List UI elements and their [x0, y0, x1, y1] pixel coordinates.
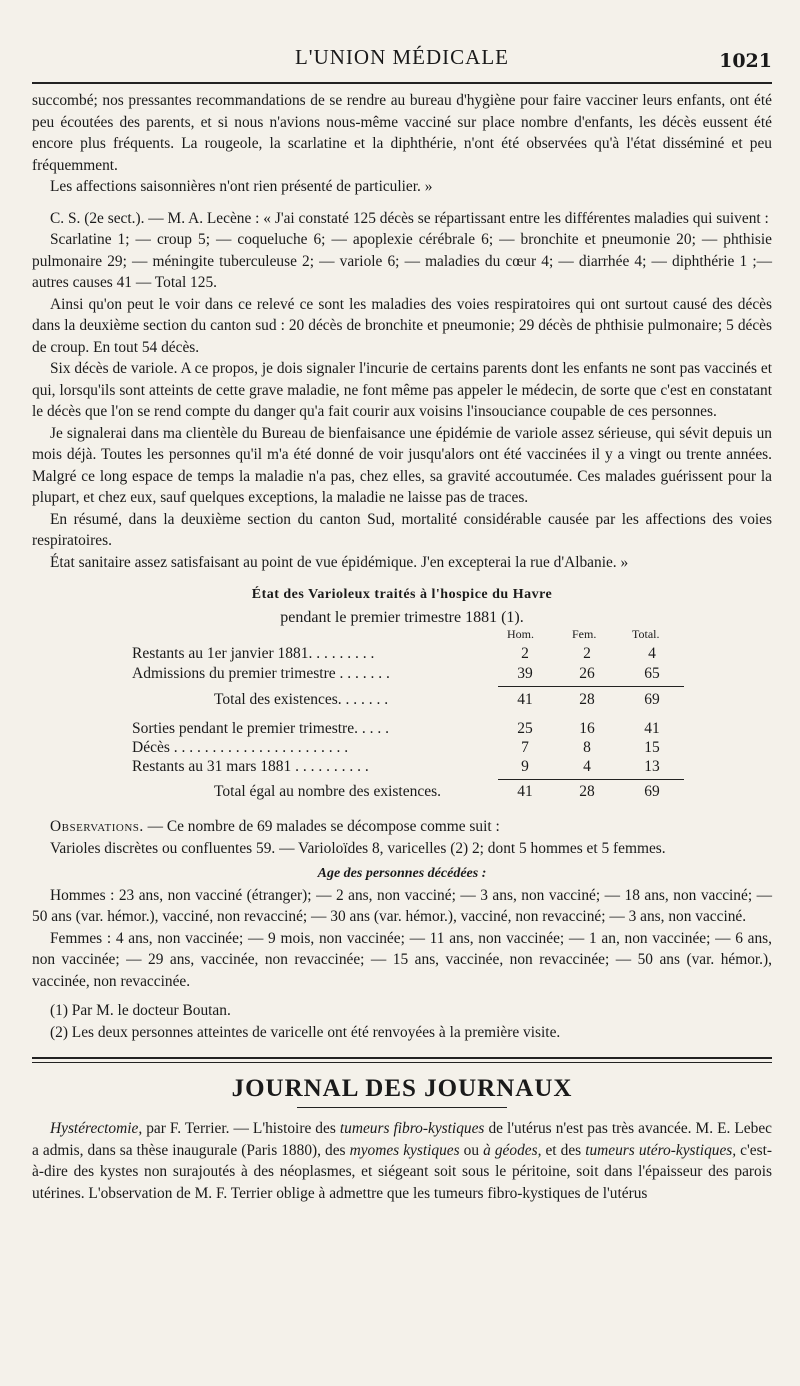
cell-fem: 26 [579, 665, 595, 682]
observations [32, 816, 772, 1043]
cell-total: 4 [648, 645, 656, 662]
table-title: État des Varioleux traités à l'hospice du Havre [251, 587, 553, 602]
footnote: (1) Par M. le docteur Boutan. [50, 1002, 231, 1019]
ages-title: Age des personnes décédées : [317, 866, 487, 881]
variole-table [32, 627, 772, 802]
cell-total: 69 [644, 691, 660, 708]
observations-hommes: Hommes : 23 ans, non vacciné (étranger); — 2 ans, non vacciné; — 3 ans, non vacciné; — 18 ans, non vacciné; — 50 ans (var. hémor.), vacciné, non revacciné; — 30 ans (var. hémor.), vacciné, non revacciné; — 3 ans, non vacciné. [32, 886, 772, 925]
sum-rule [498, 686, 684, 687]
page-header [32, 0, 772, 90]
cell-fem: 28 [579, 783, 595, 800]
table-row [32, 758, 772, 778]
observations-lead: Observations. [50, 818, 144, 835]
observations-varioles: Varioles discrètes ou confluentes 59. — Varioloïdes 8, varicelles (2) 2; dont 5 hommes et 5 femmes. [50, 839, 666, 857]
table-row [32, 739, 772, 759]
row-label: Restants au 1er janvier 1881. . . . . . . . . [132, 645, 375, 662]
cell-hom: 41 [517, 691, 533, 708]
observations-text: — Ce nombre de 69 malades se décompose comme suit : [143, 818, 500, 835]
paragraph: Six décès de variole. A ce propos, je dois signaler l'incurie de certains parents dont les enfants ne sont pas vaccinés et qui, lorsqu'ils sont atteints de cette grave maladie, ne font même pas appeler le médecin, de sorte que c'est en constatant le décès que l'on se rend compte du danger qu'a fait courir aux voisins l'insouciance coupable de ces personnes. [32, 360, 772, 420]
sum-rule [498, 779, 684, 780]
cell-hom: 9 [521, 758, 529, 775]
cell-total: 41 [644, 720, 660, 737]
paragraph: Ainsi qu'on peut le voir dans ce relevé ce sont les maladies des voies respiratoires qui ont surtout causé des décès dans la deuxième section du canton sud : 20 décès de bronchite et pneumonie; 29 décès de phthisie pulmonaire; 5 décès de croup. En tout 54 décès. [32, 295, 772, 356]
article-lead: Hystérectomie, [50, 1120, 143, 1137]
table-row [32, 783, 772, 803]
cell-total: 13 [644, 758, 660, 775]
running-title: L'UNION MÉDICALE [294, 45, 509, 69]
journal-article [32, 1118, 772, 1204]
table-subtitle: pendant le premier trimestre 1881 (1). [280, 609, 524, 626]
paragraph: Je signalerai dans ma clientèle du Bureau de bienfaisance une épidémie de variole assez sérieuse, qui sévit depuis un mois déjà. Toutes les personnes qu'il m'a été donné de voir jusqu'alors ont été vaccinées il y a vingt ou trente années. Malgré ce long espace de temps la maladie n'a pas, chez elles, sa gravité accoutumée. Ces malades guérissent pour la plupart, et chez eux, sauf quelques exceptions, la maladie ne laisse pas de traces. [32, 424, 772, 506]
paragraph: C. S. (2e sect.). — M. A. Lecène : « J'ai constaté 125 décès se répartissant entre les différentes maladies qui suivent : [50, 209, 769, 227]
article-paragraph: Hystérectomie, par F. Terrier. — L'histoire des tumeurs fibro-kystiques de l'utérus n'est pas très avancée. M. E. Lebec a admis, dans sa thèse inaugurale (Paris 1880), des myomes kystiques ou à géodes, et des tumeurs utéro-kystiques, c'est-à-dire des kystes non surajoutés à des néoplasmes, et siégeant soit sous le péritoine, soit dans l'épaisseur des parois utérines. L'observation de M. F. Terrier oblige à admettre que les tumeurs fibro-kystiques de l'utérus [32, 1120, 772, 1202]
paragraph: Scarlatine 1; — croup 5; — coqueluche 6; — apoplexie cérébrale 6; — bronchite et pneumonie 20; — phthisie pulmonaire 29; — méningite tuberculeuse 2; — variole 6; — maladies du cœur 4; — diarrhée 4; — diphthérie 1 ;— autres causes 41 — Total 125. [32, 231, 772, 291]
paragraph: En résumé, dans la deuxième section du canton Sud, mortalité considérable causée par les affections des voies respiratoires. [32, 510, 772, 549]
section-rule [32, 1057, 772, 1063]
paragraph: succombé; nos pressantes recommandations de se rendre au bureau d'hygiène pour faire vacciner leurs enfants, ont été peu écoutées des parents, et si nous n'avions nous-même vacciné sur place nombre d'enfants, les décès eussent été encore plus fréquents. La rougeole, la scarlatine et la diphthérie, n'ont été observées qu'à l'état disséminé et peu fréquemment. [32, 92, 772, 174]
page [32, 0, 772, 1204]
row-label: Sorties pendant le premier trimestre. . . . . [132, 720, 389, 737]
paragraph: État sanitaire assez satisfaisant au point de vue épidémique. J'en excepterai la rue d'Albanie. » [50, 553, 629, 571]
table-row [32, 645, 772, 665]
column-header: Fem. [572, 627, 597, 641]
report-text [32, 90, 772, 573]
table-row [32, 691, 772, 711]
column-header: Total. [632, 627, 660, 641]
row-label: Restants au 31 mars 1881 . . . . . . . . . . [132, 758, 369, 775]
section-heading: JOURNAL DES JOURNAUX [231, 1075, 573, 1102]
cell-total: 69 [644, 783, 660, 800]
cell-hom: 7 [521, 739, 529, 756]
row-label: Admissions du premier trimestre . . . . . . . [132, 665, 390, 682]
cell-hom: 2 [521, 645, 529, 662]
row-label: Total égal au nombre des existences. [214, 783, 442, 800]
cell-hom: 39 [517, 665, 533, 682]
cell-fem: 8 [583, 739, 591, 756]
cell-fem: 16 [579, 720, 595, 737]
observations-femmes: Femmes : 4 ans, non vaccinée; — 9 mois, non vaccinée; — 11 ans, non vaccinée; — 1 an, non vaccinée; — 6 ans, non vaccinée; — 29 ans, vaccinée, non revaccinée; — 15 ans, vaccinée, non revaccinée; — 50 ans (var. hémor.), vaccinée, non revaccinée. [32, 929, 772, 990]
page-number: 1021 [719, 50, 772, 72]
cell-fem: 2 [583, 645, 591, 662]
heading-rule [297, 1107, 507, 1108]
row-label: Total des existences. . . . . . . [214, 691, 389, 708]
cell-total: 15 [644, 739, 660, 756]
cell-total: 65 [644, 665, 660, 682]
cell-hom: 25 [517, 720, 533, 737]
cell-hom: 41 [517, 783, 533, 800]
cell-fem: 28 [579, 691, 595, 708]
table-row [32, 665, 772, 685]
header-rule [32, 82, 772, 84]
footnote: (2) Les deux personnes atteintes de varicelle ont été renvoyées à la première visite. [50, 1023, 561, 1041]
cell-fem: 4 [583, 758, 591, 775]
row-label: Décès . . . . . . . . . . . . . . . . . . . . . . . [132, 739, 349, 756]
table-row [32, 720, 772, 740]
observations-intro [32, 816, 772, 838]
column-header: Hom. [507, 627, 534, 641]
paragraph: Les affections saisonnières n'ont rien présenté de particulier. » [50, 178, 433, 195]
